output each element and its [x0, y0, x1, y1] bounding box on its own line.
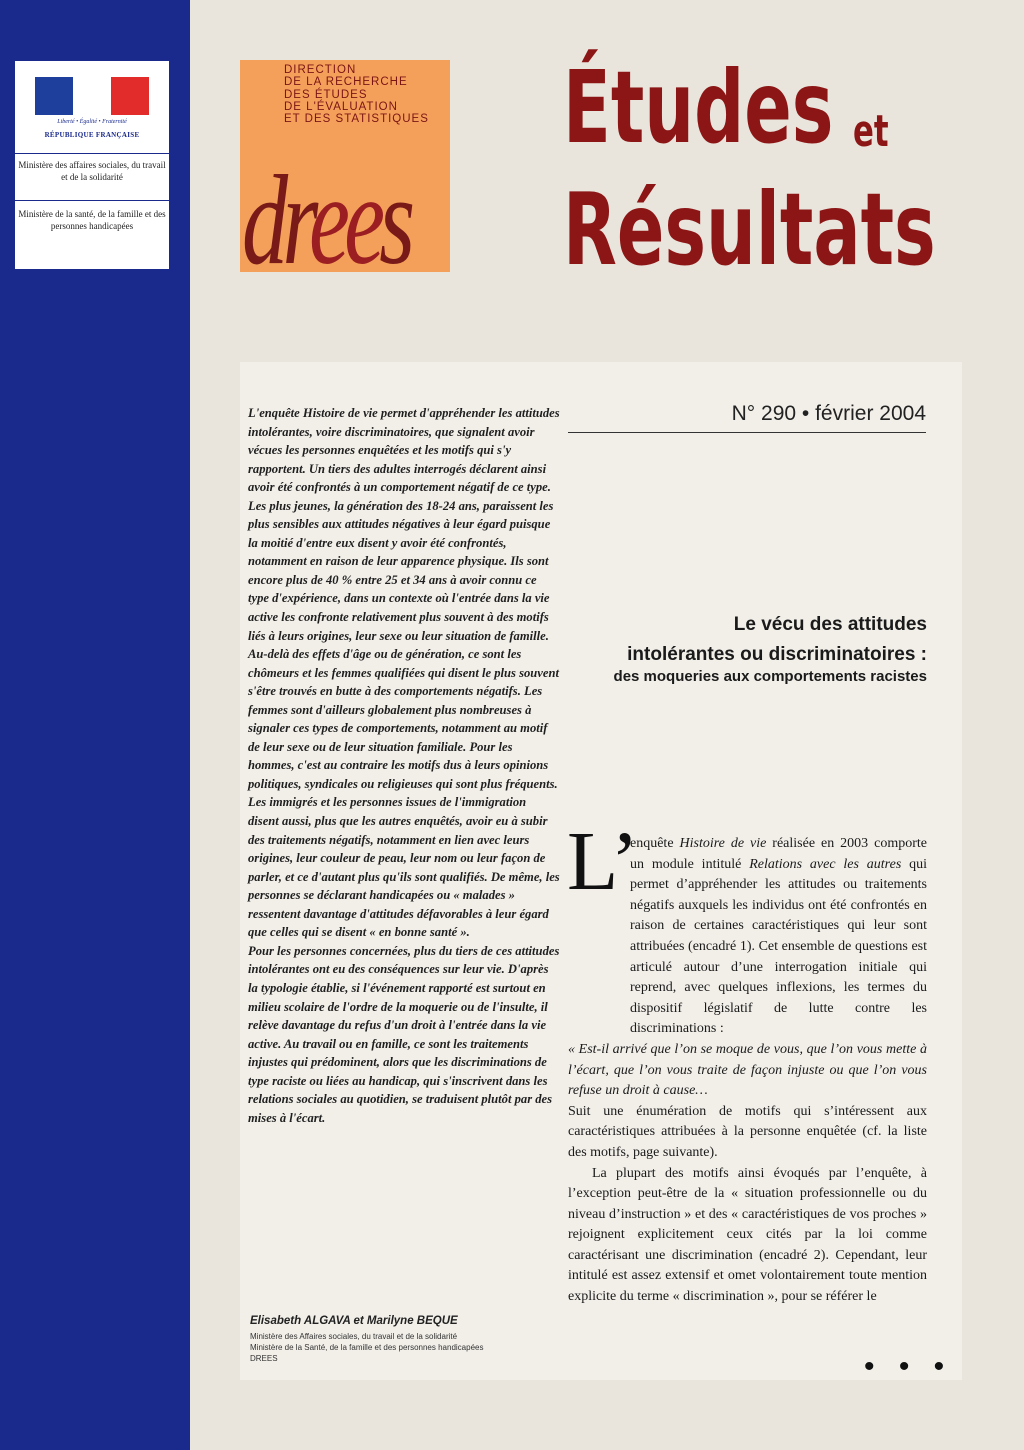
abstract-paragraph: Les immigrés et les personnes issues de l'immigration disent aussi, plus que les autres enquêtés, avoir eu à subir des traitements négatifs, notamment en lien avec leurs origines, leur couleur de peau, leur nom ou leur façon de parler, et ce d'autant plus qu'ils sont qualifiés. De même, les personnes se déclarant handicapées ou « malades » ressentent davantage d'attitudes défavorables à leur égard que celles qui se disent « en bonne santé ».	[248, 795, 560, 940]
republic-motto: Liberté • Égalité • Fraternité	[57, 119, 127, 125]
abstract-paragraph: Au-delà des effets d'âge ou de génération, ce sont les chômeurs et les femmes qualifiées qui disent le plus souvent s'être trouvés en butte à des comportements négatifs. Les femmes sont d'ailleurs globalement plus nombreuses à signaler ces types de comportements, notamment au motif de leur sexe ou de leur situation familiale. Pour les hommes, c'est au contraire les motifs dus à leurs opinions politiques, syndicales ou religieuses qui sont plus fréquents.	[248, 647, 559, 791]
masthead-resultats: Résultats	[563, 171, 936, 288]
article-body	[568, 834, 927, 1308]
continued-marker: • • •	[864, 1350, 953, 1383]
ministry-social-affairs: Ministère des affaires sociales, du travail et de la solidarité	[15, 154, 169, 201]
abstract	[248, 404, 560, 1127]
authors: Elisabeth ALGAVA et Marilyne BEQUE	[250, 1315, 458, 1327]
abstract-paragraph: L'enquête Histoire de vie permet d'appréhender les attitudes intolérantes, voire discriminatoires, que signalent avoir vécues les personnes enquêtées et les motifs qui s'y rapportent. Un tiers des adultes interrogés déclarent ainsi avoir été confrontés à un comportement négatif de ce type. Les plus jeunes, la génération des 18-24 ans, paraissent les plus sensibles aux attitudes négatives à leur égard puisque la moitié d'entre eux disent y avoir été confrontés, notamment en raison de leur apparence physique. Ils sont encore plus de 40 % entre 25 et 34 ans à avoir connu ce type d'expérience, dans un contexte où l'entrée dans la vie active les confronte relativement plus souvent à des motifs liés à leurs origines, leur sexe ou leur situation de famille.	[248, 406, 560, 643]
issue-number: N° 290 • février 2004	[731, 402, 926, 425]
article-paragraph: enquête Histoire de vie réalisée en 2003 comporte un module intitulé Relations avec les autres qui permet d’appréhender les attitudes ou traitements négatifs auxquels les individus ont été confrontés en raison de certaines caractéristiques qui leur sont attribuées (encadré 1). Cet ensemble de questions est articulé autour d’une interrogation initiale qui reprend, avec quelques inflexions, les termes du dispositif législatif de lutte contre les discriminations :	[630, 836, 928, 1037]
article-quote: « Est-il arrivé que l’on se moque de vous, que l’on vous mette à l’écart, que l’on vous traite de façon injuste ou que l’on vous refuse un droit à cause…	[568, 1041, 927, 1099]
masthead-etudes: Études	[563, 49, 834, 166]
ministry-health: Ministère de la santé, de la famille et des personnes handicapées	[18, 209, 166, 231]
masthead-et: et	[853, 106, 889, 157]
drees-logo-text: DIRECTION DE LA RECHERCHE DES ÉTUDES DE L'ÉVALUATION ET DES STATISTIQUES	[284, 64, 429, 126]
drees-logo	[240, 60, 450, 272]
marianne-flag-icon	[35, 77, 149, 115]
sidebar	[0, 0, 190, 1450]
headline: Le vécu des attitudes intolérantes ou discriminatoires :	[627, 614, 927, 665]
ministry-logo	[15, 61, 169, 269]
headline-subtitle: des moqueries aux comportements racistes	[613, 668, 927, 685]
affiliation: Ministère des Affaires sociales, du travail et de la solidarité Ministère de la Santé, de la famille et des personnes handicapées DREES	[250, 1332, 484, 1363]
drop-cap: L’	[567, 815, 639, 908]
divider	[568, 432, 926, 433]
article-paragraph: Suit une énumération de motifs qui s’intéressent aux caractéristiques attribuées à la personne enquêtée (cf. la liste des motifs, page suivante).	[568, 1103, 927, 1160]
abstract-paragraph: Pour les personnes concernées, plus du tiers de ces attitudes intolérantes ont eu des conséquences sur leur vie. D'après la typologie établie, si l'événement rapporté est surtout en milieu scolaire de l'ordre de la moquerie ou de l'insulte, il relève davantage du refus d'un droit à l'entrée dans la vie active. Au travail ou en famille, ce sont les traitements injustes qui prédominent, alors que les discriminations de type raciste ou liées au handicap, qui s'inscrivent dans les relations sociales au quotidien, se traduisent plutôt par des mises à l'écart.	[248, 943, 560, 1125]
article-paragraph: La plupart des motifs ainsi évoqués par l’enquête, à l’exception peut-être de la « situation professionnelle ou du niveau d’instruction » et des « caractéristiques de vos proches » rejoignent explicitement ceux cités par la loi comme caractérisant une discrimination (encadré 2). Cependant, leur intitulé est assez extensif et omet volontairement toute mention explicite du terme « discrimination », pour se référer le	[568, 1165, 927, 1305]
republic-name: RÉPUBLIQUE FRANÇAISE	[44, 131, 140, 139]
drees-wordmark: drees	[242, 149, 410, 272]
